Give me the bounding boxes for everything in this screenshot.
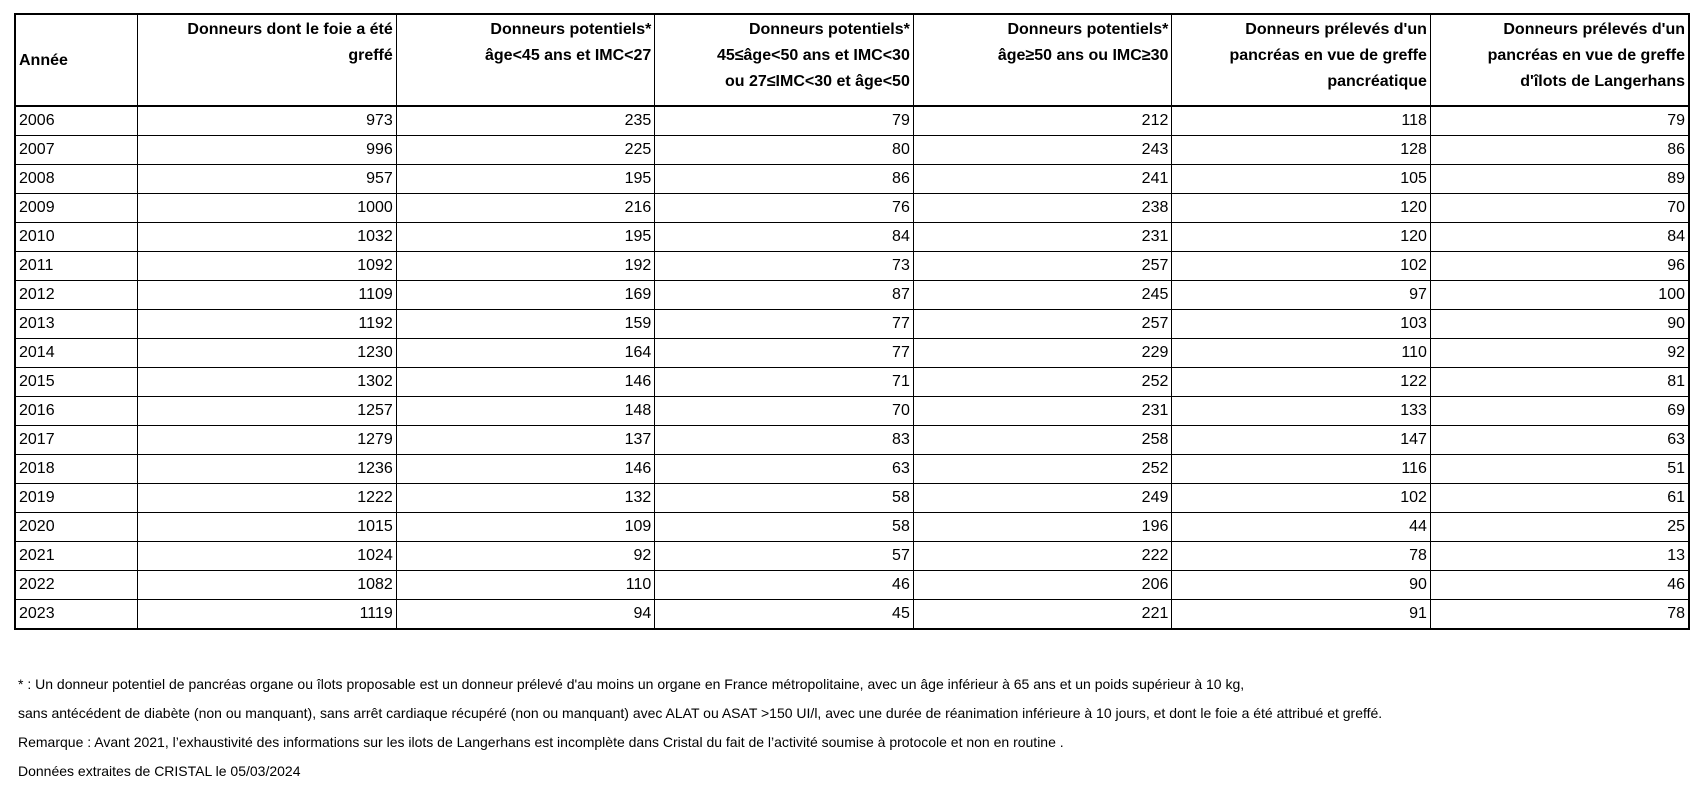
year-cell: 2009 bbox=[15, 194, 138, 223]
year-cell: 2015 bbox=[15, 368, 138, 397]
value-cell: 1092 bbox=[138, 252, 397, 281]
value-cell: 87 bbox=[655, 281, 914, 310]
year-cell: 2007 bbox=[15, 136, 138, 165]
column-header-line: âge≥50 ans ou IMC≥30 bbox=[997, 47, 1169, 64]
year-cell: 2014 bbox=[15, 339, 138, 368]
value-cell: 1230 bbox=[138, 339, 397, 368]
table-row bbox=[15, 542, 1689, 571]
value-cell: 46 bbox=[655, 571, 914, 600]
value-cell: 90 bbox=[1430, 310, 1689, 339]
column-header-line: ou 27≤IMC<30 et âge<50 bbox=[724, 73, 910, 90]
column-header-3 bbox=[655, 14, 914, 106]
table-row bbox=[15, 223, 1689, 252]
value-cell: 58 bbox=[655, 513, 914, 542]
column-header-line: Donneurs dont le foie a été bbox=[187, 21, 393, 38]
footnote-line-2: sans antécédent de diabète (non ou manquant), sans arrêt cardiaque récupéré (non ou manquant) avec ALAT ou ASAT >150 UI/l, avec une durée de réanimation inférieure à 10 jours, et dont le foie a été attribué et greffé. bbox=[18, 705, 1383, 721]
value-cell: 109 bbox=[396, 513, 655, 542]
table-body bbox=[15, 106, 1689, 629]
value-cell: 102 bbox=[1172, 252, 1431, 281]
value-cell: 1000 bbox=[138, 194, 397, 223]
value-cell: 110 bbox=[396, 571, 655, 600]
column-header-year bbox=[15, 14, 138, 106]
value-cell: 94 bbox=[396, 600, 655, 630]
value-cell: 238 bbox=[913, 194, 1172, 223]
value-cell: 86 bbox=[655, 165, 914, 194]
value-cell: 51 bbox=[1430, 455, 1689, 484]
column-header-5 bbox=[1172, 14, 1431, 106]
value-cell: 229 bbox=[913, 339, 1172, 368]
value-cell: 71 bbox=[655, 368, 914, 397]
value-cell: 103 bbox=[1172, 310, 1431, 339]
value-cell: 206 bbox=[913, 571, 1172, 600]
table-row bbox=[15, 455, 1689, 484]
year-cell: 2011 bbox=[15, 252, 138, 281]
table-row bbox=[15, 310, 1689, 339]
column-header-line: Donneurs potentiels* bbox=[1007, 21, 1169, 38]
value-cell: 192 bbox=[396, 252, 655, 281]
column-header-line: âge<45 ans et IMC<27 bbox=[485, 47, 652, 64]
year-cell: 2018 bbox=[15, 455, 138, 484]
value-cell: 1082 bbox=[138, 571, 397, 600]
value-cell: 1032 bbox=[138, 223, 397, 252]
value-cell: 257 bbox=[913, 310, 1172, 339]
value-cell: 1015 bbox=[138, 513, 397, 542]
year-cell: 2010 bbox=[15, 223, 138, 252]
header-row bbox=[15, 14, 1689, 106]
value-cell: 128 bbox=[1172, 136, 1431, 165]
value-cell: 45 bbox=[655, 600, 914, 630]
value-cell: 78 bbox=[1172, 542, 1431, 571]
value-cell: 116 bbox=[1172, 455, 1431, 484]
column-header-1 bbox=[138, 14, 397, 106]
year-cell: 2012 bbox=[15, 281, 138, 310]
year-cell: 2016 bbox=[15, 397, 138, 426]
column-header-line: Donneurs potentiels* bbox=[748, 21, 910, 38]
footnote-line-1: * : Un donneur potentiel de pancréas organe ou îlots proposable est un donneur prélevé d'au moins un organe en France métropolitaine, avec un âge inférieur à 65 ans et un poids supérieur à 10 kg, bbox=[18, 676, 1245, 692]
table-row bbox=[15, 600, 1689, 630]
value-cell: 70 bbox=[1430, 194, 1689, 223]
value-cell: 91 bbox=[1172, 600, 1431, 630]
year-cell: 2020 bbox=[15, 513, 138, 542]
value-cell: 196 bbox=[913, 513, 1172, 542]
value-cell: 1192 bbox=[138, 310, 397, 339]
table-row bbox=[15, 513, 1689, 542]
value-cell: 225 bbox=[396, 136, 655, 165]
column-header-line: Donneurs prélevés d'un bbox=[1245, 21, 1427, 38]
column-header-line: Année bbox=[19, 52, 68, 69]
data-table bbox=[14, 13, 1690, 630]
value-cell: 110 bbox=[1172, 339, 1431, 368]
value-cell: 13 bbox=[1430, 542, 1689, 571]
table-row bbox=[15, 484, 1689, 513]
value-cell: 1109 bbox=[138, 281, 397, 310]
value-cell: 70 bbox=[655, 397, 914, 426]
column-header-line: pancréas en vue de greffe bbox=[1487, 47, 1685, 64]
source-note: Données extraites de CRISTAL le 05/03/2024 bbox=[18, 763, 301, 779]
value-cell: 137 bbox=[396, 426, 655, 455]
value-cell: 81 bbox=[1430, 368, 1689, 397]
value-cell: 195 bbox=[396, 165, 655, 194]
year-cell: 2019 bbox=[15, 484, 138, 513]
year-cell: 2017 bbox=[15, 426, 138, 455]
value-cell: 169 bbox=[396, 281, 655, 310]
notes-section bbox=[18, 670, 1382, 786]
value-cell: 231 bbox=[913, 397, 1172, 426]
value-cell: 146 bbox=[396, 455, 655, 484]
value-cell: 973 bbox=[138, 106, 397, 136]
value-cell: 97 bbox=[1172, 281, 1431, 310]
column-header-6 bbox=[1430, 14, 1689, 106]
column-header-line: pancréas en vue de greffe bbox=[1229, 47, 1427, 64]
value-cell: 69 bbox=[1430, 397, 1689, 426]
year-cell: 2006 bbox=[15, 106, 138, 136]
table-row bbox=[15, 397, 1689, 426]
table-row bbox=[15, 106, 1689, 136]
column-header-line: Donneurs prélevés d'un bbox=[1503, 21, 1685, 38]
remark-note: Remarque : Avant 2021, l’exhaustivité des informations sur les ilots de Langerhans est incomplète dans Cristal du fait de l’activité soumise à protocole et non en routine . bbox=[18, 734, 1064, 750]
year-cell: 2023 bbox=[15, 600, 138, 630]
value-cell: 61 bbox=[1430, 484, 1689, 513]
value-cell: 25 bbox=[1430, 513, 1689, 542]
value-cell: 44 bbox=[1172, 513, 1431, 542]
value-cell: 222 bbox=[913, 542, 1172, 571]
value-cell: 212 bbox=[913, 106, 1172, 136]
value-cell: 252 bbox=[913, 455, 1172, 484]
column-header-line: d'îlots de Langerhans bbox=[1520, 73, 1685, 90]
value-cell: 46 bbox=[1430, 571, 1689, 600]
year-cell: 2021 bbox=[15, 542, 138, 571]
value-cell: 164 bbox=[396, 339, 655, 368]
value-cell: 1236 bbox=[138, 455, 397, 484]
table-row bbox=[15, 252, 1689, 281]
value-cell: 78 bbox=[1430, 600, 1689, 630]
table-row bbox=[15, 368, 1689, 397]
value-cell: 120 bbox=[1172, 223, 1431, 252]
value-cell: 957 bbox=[138, 165, 397, 194]
value-cell: 148 bbox=[396, 397, 655, 426]
table-row bbox=[15, 136, 1689, 165]
value-cell: 1119 bbox=[138, 600, 397, 630]
value-cell: 235 bbox=[396, 106, 655, 136]
value-cell: 221 bbox=[913, 600, 1172, 630]
value-cell: 79 bbox=[655, 106, 914, 136]
table-row bbox=[15, 426, 1689, 455]
value-cell: 77 bbox=[655, 310, 914, 339]
value-cell: 1257 bbox=[138, 397, 397, 426]
value-cell: 245 bbox=[913, 281, 1172, 310]
value-cell: 1222 bbox=[138, 484, 397, 513]
value-cell: 83 bbox=[655, 426, 914, 455]
value-cell: 996 bbox=[138, 136, 397, 165]
value-cell: 58 bbox=[655, 484, 914, 513]
value-cell: 63 bbox=[1430, 426, 1689, 455]
value-cell: 147 bbox=[1172, 426, 1431, 455]
column-header-2 bbox=[396, 14, 655, 106]
value-cell: 132 bbox=[396, 484, 655, 513]
value-cell: 92 bbox=[396, 542, 655, 571]
value-cell: 102 bbox=[1172, 484, 1431, 513]
value-cell: 77 bbox=[655, 339, 914, 368]
column-header-4 bbox=[913, 14, 1172, 106]
value-cell: 241 bbox=[913, 165, 1172, 194]
table-row bbox=[15, 194, 1689, 223]
value-cell: 90 bbox=[1172, 571, 1431, 600]
value-cell: 216 bbox=[396, 194, 655, 223]
column-header-line: 45≤âge<50 ans et IMC<30 bbox=[716, 47, 910, 64]
value-cell: 63 bbox=[655, 455, 914, 484]
table-row bbox=[15, 165, 1689, 194]
value-cell: 257 bbox=[913, 252, 1172, 281]
value-cell: 96 bbox=[1430, 252, 1689, 281]
value-cell: 92 bbox=[1430, 339, 1689, 368]
value-cell: 258 bbox=[913, 426, 1172, 455]
table-row bbox=[15, 281, 1689, 310]
value-cell: 195 bbox=[396, 223, 655, 252]
value-cell: 1279 bbox=[138, 426, 397, 455]
value-cell: 120 bbox=[1172, 194, 1431, 223]
value-cell: 133 bbox=[1172, 397, 1431, 426]
value-cell: 105 bbox=[1172, 165, 1431, 194]
value-cell: 231 bbox=[913, 223, 1172, 252]
year-cell: 2008 bbox=[15, 165, 138, 194]
value-cell: 84 bbox=[1430, 223, 1689, 252]
value-cell: 1024 bbox=[138, 542, 397, 571]
column-header-line: pancréatique bbox=[1327, 73, 1427, 90]
table-row bbox=[15, 571, 1689, 600]
value-cell: 249 bbox=[913, 484, 1172, 513]
value-cell: 100 bbox=[1430, 281, 1689, 310]
value-cell: 146 bbox=[396, 368, 655, 397]
column-header-line: greffé bbox=[348, 47, 393, 64]
value-cell: 118 bbox=[1172, 106, 1431, 136]
column-header-line: Donneurs potentiels* bbox=[490, 21, 652, 38]
year-cell: 2013 bbox=[15, 310, 138, 339]
value-cell: 243 bbox=[913, 136, 1172, 165]
value-cell: 57 bbox=[655, 542, 914, 571]
value-cell: 252 bbox=[913, 368, 1172, 397]
value-cell: 86 bbox=[1430, 136, 1689, 165]
value-cell: 1302 bbox=[138, 368, 397, 397]
value-cell: 159 bbox=[396, 310, 655, 339]
value-cell: 89 bbox=[1430, 165, 1689, 194]
value-cell: 122 bbox=[1172, 368, 1431, 397]
value-cell: 79 bbox=[1430, 106, 1689, 136]
value-cell: 73 bbox=[655, 252, 914, 281]
table-row bbox=[15, 339, 1689, 368]
value-cell: 80 bbox=[655, 136, 914, 165]
year-cell: 2022 bbox=[15, 571, 138, 600]
value-cell: 76 bbox=[655, 194, 914, 223]
value-cell: 84 bbox=[655, 223, 914, 252]
